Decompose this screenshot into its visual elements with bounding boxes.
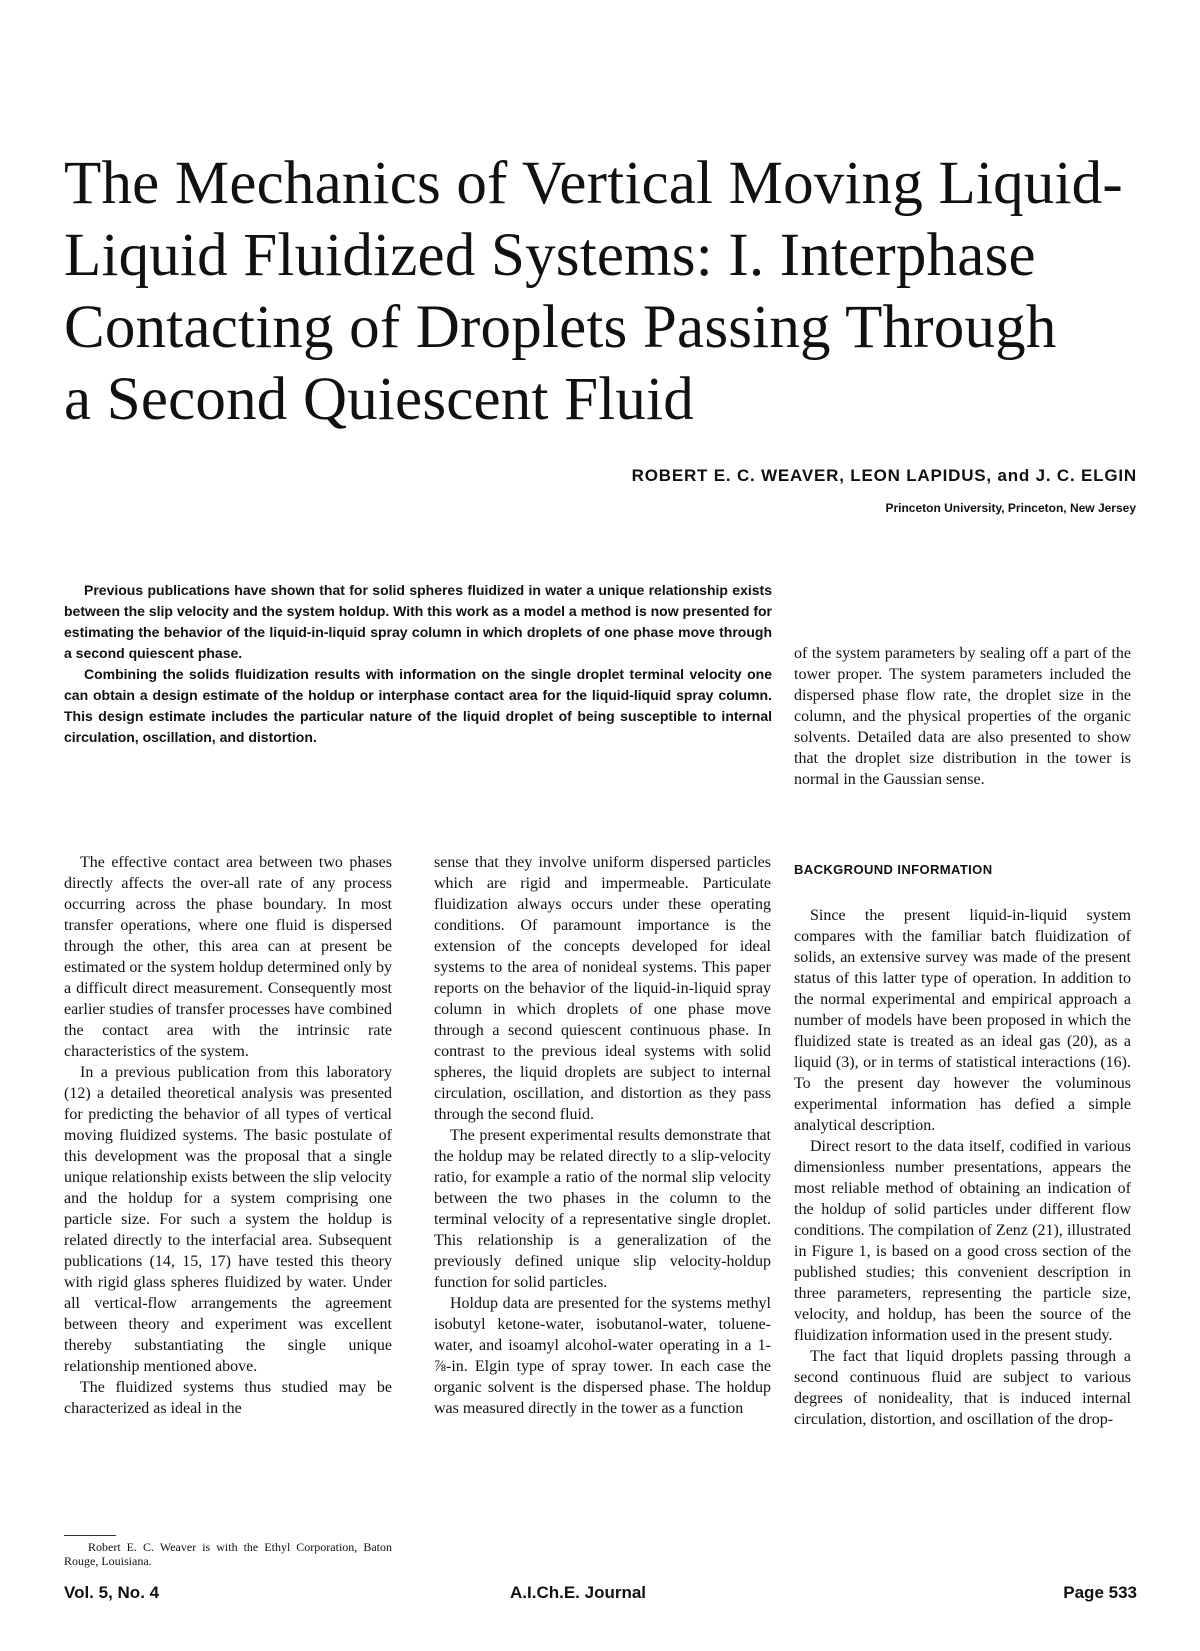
abstract [64, 580, 772, 748]
affiliation: Princeton University, Princeton, New Jersey [885, 501, 1136, 515]
footnote: Robert E. C. Weaver is with the Ethyl Corporation, Baton Rouge, Louisiana. [64, 1540, 392, 1568]
body-column-1 [64, 852, 392, 1419]
body-paragraph: The present experimental results demonstrate that the holdup may be related directly to a slip-velocity ratio, for example a ratio of the normal slip velocity between the two phases in the column to the terminal velocity of a representative single droplet. This relationship is a generalization of the previously defined unique slip velocity-holdup function for solid particles. [434, 1127, 771, 1291]
abstract-paragraph: Combining the solids fluidization results with information on the single droplet terminal velocity one can obtain a design estimate of the holdup or interphase contact area for the liquid-liquid spray column. This design estimate includes the particular nature of the liquid droplet of being susceptible to internal circulation, oscillation, and distortion. [64, 666, 772, 745]
footer-journal: A.I.Ch.E. Journal [510, 1583, 647, 1602]
body-paragraph: of the system parameters by sealing off a part of the tower proper. The system parameters included the dispersed phase flow rate, the droplet size in the column, and the physical properties of the organic solvents. Detailed data are also presented to show that the droplet size distribution in the tower is normal in the Gaussian sense. [794, 645, 1131, 788]
title-line: Liquid Fluidized Systems: I. Interphase [64, 222, 1036, 289]
body-paragraph: In a previous publication from this laboratory (12) a detailed theoretical analysis was presented for predicting the behavior of all types of vertical moving fluidized systems. The basic postulate of this development was the proposal that a single unique relationship exists between the slip velocity and the holdup for a system comprising one particle size. For such a system the holdup is related directly to the interfacial area. Subsequent publications (14, 15, 17) have tested this theory with rigid glass spheres fluidized by water. Under all vertical-flow arrangements the agreement between theory and experiment was excellent thereby substantiating the single unique relationship mentioned above. [64, 1064, 392, 1375]
body-paragraph: Direct resort to the data itself, codified in various dimensionless number presentations, appears the most reliable method of obtaining an indication of the holdup of solid particles under different flow conditions. The compilation of Zenz (21), illustrated in Figure 1, is based on a good cross section of the published studies; this convenient description in three parameters, representing the particle size, velocity, and holdup, has been the source of the fluidization information used in the present study. [794, 1138, 1131, 1344]
body-column-3 [794, 905, 1131, 1430]
abstract-paragraph: Previous publications have shown that for solid spheres fluidized in water a unique relationship exists between the slip velocity and the system holdup. With this work as a model a method is now presented for estimating the behavior of the liquid-in-liquid spray column in which droplets of one phase move through a second quiescent phase. [64, 582, 772, 661]
article-title [64, 148, 1144, 436]
body-paragraph: The effective contact area between two phases directly affects the over-all rate of any process occurring across the phase boundary. In most transfer operations, where one fluid is dispersed through the other, this area can at present be estimated or the system holdup determined only by a difficult direct measurement. Consequently most earlier studies of transfer processes have combined the contact area with the intrinsic rate characteristics of the system. [64, 854, 392, 1060]
footer-volume: Vol. 5, No. 4 [64, 1583, 160, 1602]
section-heading: BACKGROUND INFORMATION [794, 862, 993, 877]
body-paragraph: Since the present liquid-in-liquid system compares with the familiar batch fluidization of solids, an extensive survey was made of the present status of this latter type of operation. In addition to the normal experimental and empirical approach a number of models have been proposed in which the fluidized state is treated as an ideal gas (20), as a liquid (3), or in terms of statistical interactions (16). To the present day however the voluminous experimental information has defied a simple analytical description. [794, 907, 1131, 1134]
title-line: a Second Quiescent Fluid [64, 366, 694, 433]
body-column-3-top [794, 643, 1131, 790]
title-line: The Mechanics of Vertical Moving Liquid- [64, 150, 1123, 217]
body-paragraph: The fact that liquid droplets passing through a second continuous fluid are subject to various degrees of nonideality, that is induced internal circulation, distortion, and oscillation of the drop- [794, 1348, 1131, 1428]
body-paragraph: The fluidized systems thus studied may be characterized as ideal in the [64, 1379, 392, 1417]
author-list: ROBERT E. C. WEAVER, LEON LAPIDUS, and J. C. ELGIN [631, 466, 1137, 485]
body-column-2 [434, 852, 771, 1419]
body-paragraph: Holdup data are presented for the systems methyl isobutyl ketone-water, isobutanol-water, toluene-water, and isoamyl alcohol-water operating in a 1-⅞-in. Elgin type of spray tower. In each case the organic solvent is the dispersed phase. The holdup was measured directly in the tower as a function [434, 1295, 771, 1417]
title-line: Contacting of Droplets Passing Through [64, 294, 1057, 361]
footnote-rule [64, 1535, 116, 1536]
footer-page-number: Page 533 [1063, 1583, 1137, 1602]
body-paragraph: sense that they involve uniform dispersed particles which are rigid and impermeable. Particulate fluidization always occurs under these operating conditions. Of paramount importance is the extension of the concepts developed for ideal systems to the area of nonideal systems. This paper reports on the behavior of the liquid-in-liquid spray column in which droplets of one phase move through a second quiescent continuous phase. In contrast to the previous ideal systems with solid spheres, the liquid droplets are subject to internal circulation, oscillation, and distortion as they pass through the second fluid. [434, 854, 771, 1123]
